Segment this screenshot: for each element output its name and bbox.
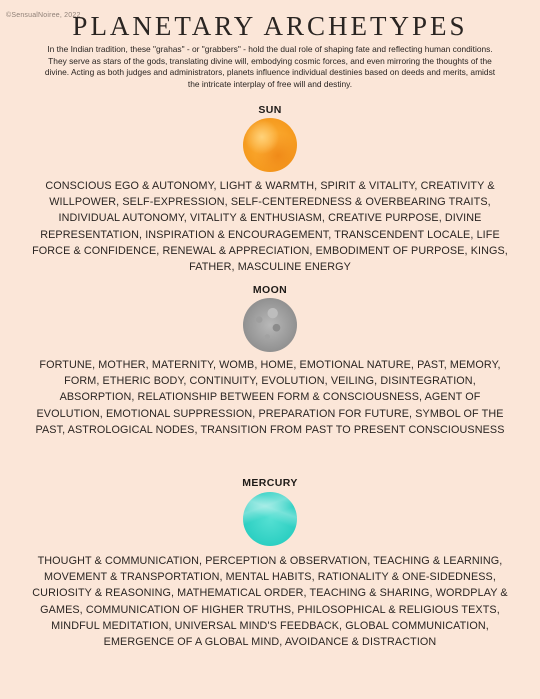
planet-name-moon: MOON	[252, 284, 288, 296]
sun-orb-image	[243, 118, 297, 172]
planet-name-mercury: MERCURY	[242, 477, 298, 489]
copyright-text: ©SensualNoiree, 2022	[6, 12, 81, 19]
intro-paragraph: In the Indian tradition, these "grahas" - or "grabbers" - hold the dual role of shaping fate and reflecting human conditions. They serve as stars of the gods, translating divine will, embodying cosmic forces, and even mirroring the thoughts of the divine. Acting as both judges and administrators, planets influence individual destinies based on deeds and merits, amidst the intricate interplay of free will and destiny.	[44, 44, 496, 89]
page-title: PLANETARY ARCHETYPES	[72, 11, 468, 41]
planet-traits-sun: CONSCIOUS EGO & AUTONOMY, LIGHT & WARMTH, SPIRIT & VITALITY, CREATIVITY & WILLPOWER, SELF-EXPRESSION, SELF-CENTEREDNESS & OVERBEARING TRAITS, INDIVIDUAL AUTONOMY, VITALITY & ENTHUSIASM, CREATIVE PURPOSE, DIVINE REPRESENTATION, INSPIRATION & ENCOURAGEMENT, TRANSCENDENT LOCALE, LIFE FORCE & CONFIDENCE, RENEWAL & APPRECIATION, EMBODIMENT OF PURPOSE, KINGS, FATHER, MASCULINE ENERGY	[32, 180, 508, 274]
planet-traits-mercury: THOUGHT & COMMUNICATION, PERCEPTION & OBSERVATION, TEACHING & LEARNING, MOVEMENT & TRANSPORTATION, MENTAL HABITS, RATIONALITY & ONE-SIDEDNESS, CURIOSITY & REASONING, MATHEMATICAL ORDER, TEACHING & SHARING, WORDPLAY & GAMES, COMMUNICATION OF HIGHER TRUTHS, PHILOSOPHICAL & RELIGIOUS TEXTS, MINDFUL MEDITATION, UNIVERSAL MIND'S FEEDBACK, GLOBAL COMMUNICATION, EMERGENCE OF A GLOBAL MIND, AVOIDANCE & DISTRACTION	[32, 555, 508, 649]
planet-traits-moon: FORTUNE, MOTHER, MATERNITY, WOMB, HOME, EMOTIONAL NATURE, PAST, MEMORY, FORM, ETHERIC BODY, CONTINUITY, EVOLUTION, VEILING, DISINTEGRATION, ABSORPTION, RELATIONSHIP BETWEEN FORM & CONSCIOUSNESS, AGENT OF EVOLUTION, EMOTIONAL SUPPRESSION, PREPARATION FOR FUTURE, SYMBOL OF THE PAST, ASTROLOGICAL NODES, TRANSITION FROM PAST TO PRESENT CONSCIOUSNESS	[35, 359, 505, 436]
moon-orb-image	[243, 298, 297, 352]
mercury-orb-image	[243, 492, 297, 546]
planet-name-sun: SUN	[258, 104, 282, 116]
